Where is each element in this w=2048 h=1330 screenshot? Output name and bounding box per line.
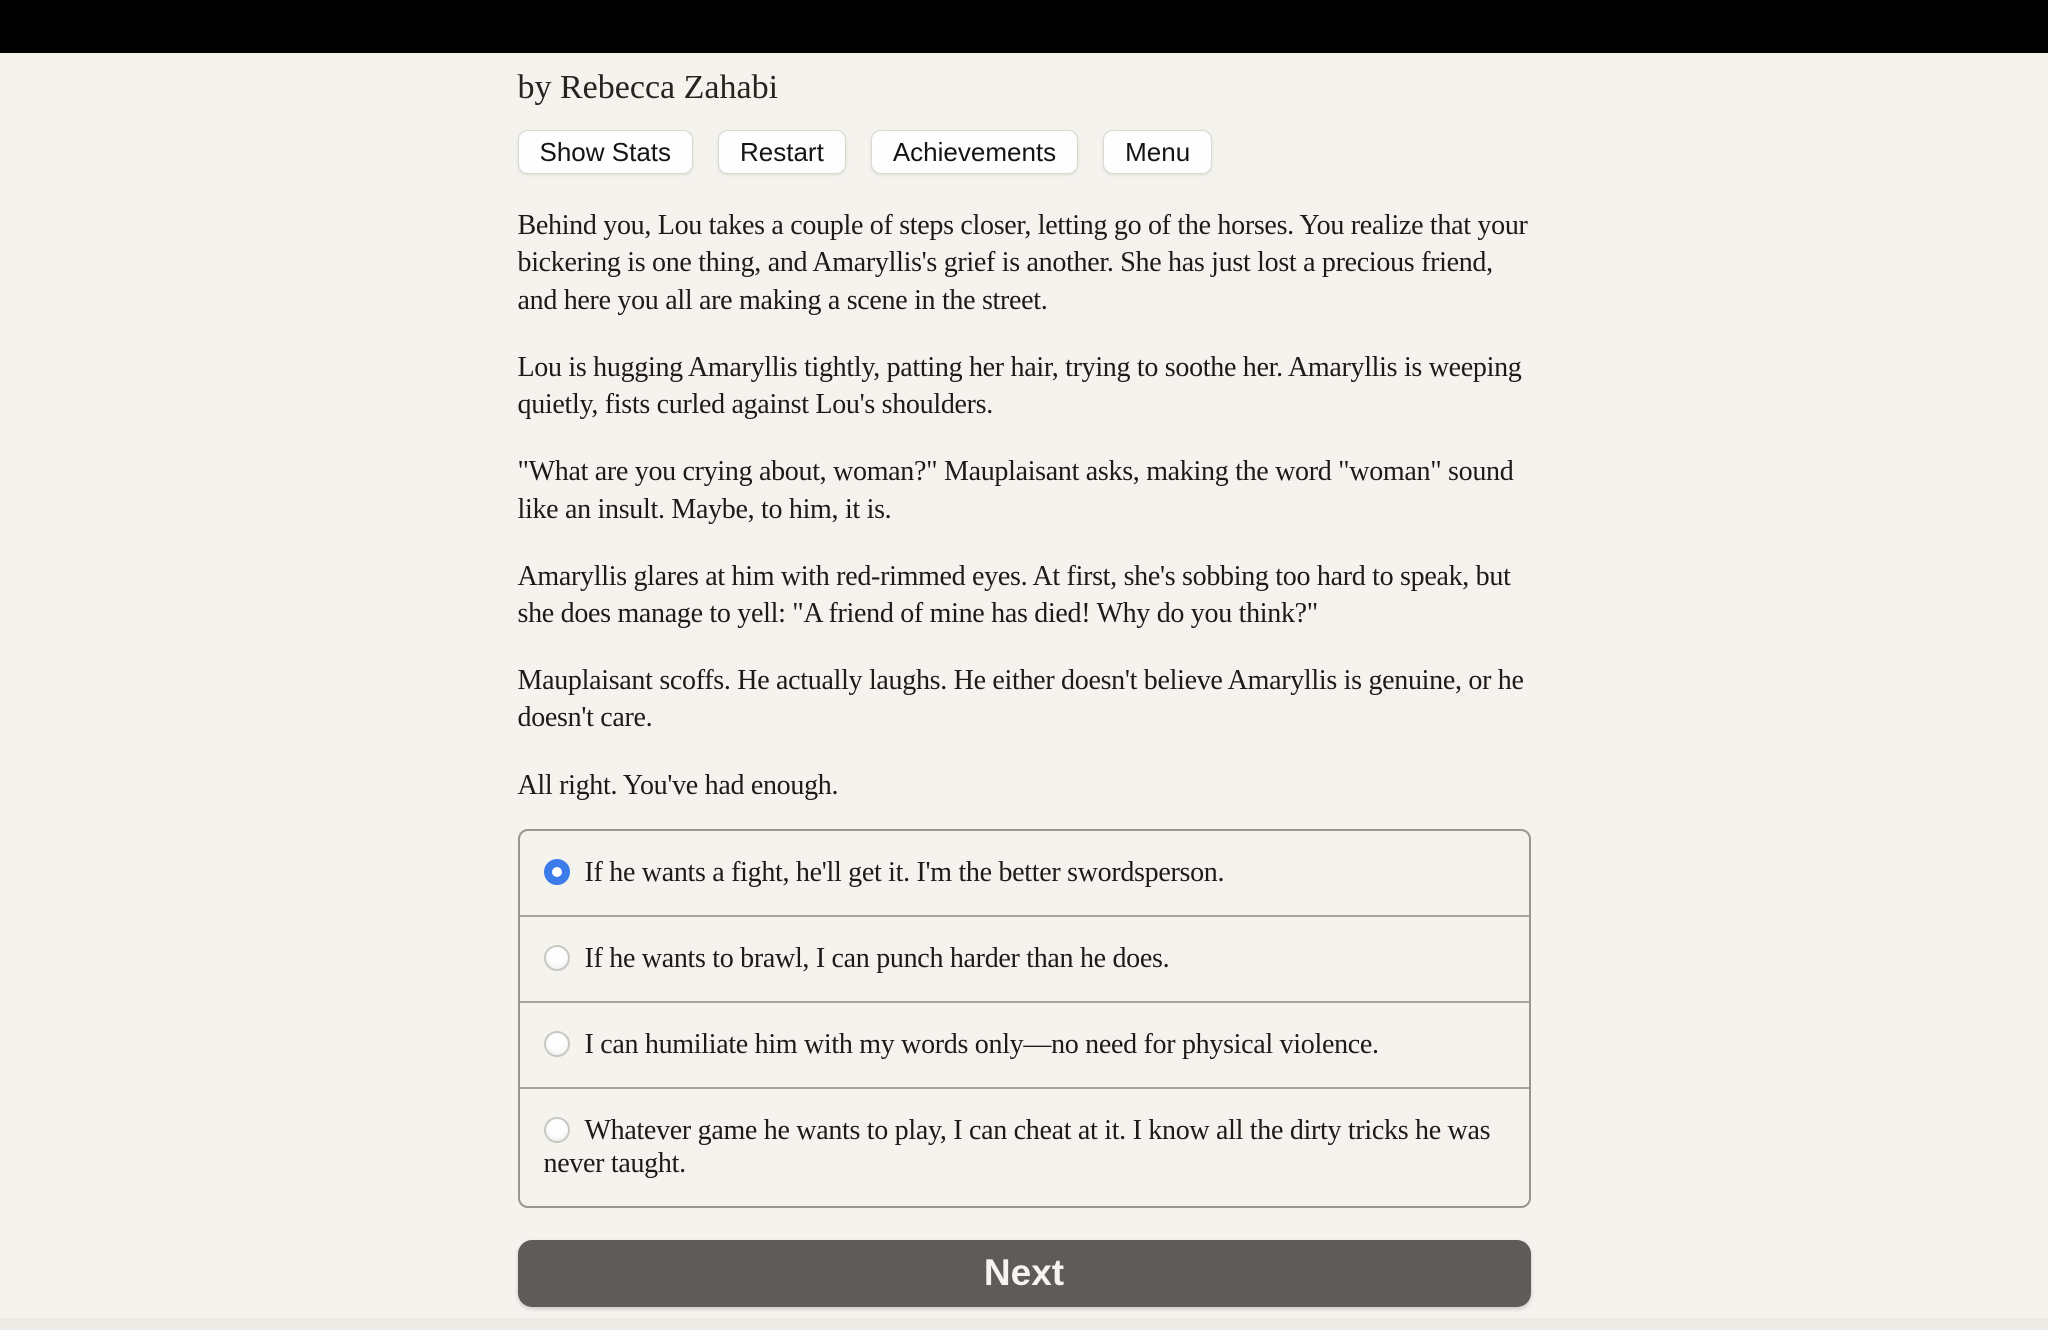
story-paragraph-1: Behind you, Lou takes a couple of steps closer, letting go of the horses. You realize that your bickering is one thing, and Amaryllis's grief is another. She has just lost a precious friend, and here you all are making a scene in the street. [517, 210, 1528, 316]
choice-option-3[interactable] [520, 1003, 1529, 1089]
next-button[interactable]: Next [518, 1240, 1531, 1307]
story-paragraph-6: All right. You've had enough. [517, 769, 839, 801]
radio-icon[interactable] [544, 859, 570, 885]
radio-icon[interactable] [544, 1031, 570, 1057]
choice-option-2[interactable] [520, 917, 1529, 1003]
toolbar [518, 130, 1531, 174]
page-bottom-edge [0, 1318, 2048, 1330]
choice-option-1[interactable] [520, 831, 1529, 917]
choice-group [518, 829, 1531, 1208]
show-stats-button[interactable]: Show Stats [518, 130, 694, 174]
author-byline: by Rebecca Zahabi [517, 69, 779, 106]
menu-button[interactable]: Menu [1103, 130, 1212, 174]
choice-label: I can humiliate him with my words only—no need for physical violence. [584, 1029, 1379, 1061]
radio-icon[interactable] [544, 1117, 570, 1143]
choice-label: If he wants to brawl, I can punch harder than he does. [584, 943, 1170, 975]
story-paragraph-4: Amaryllis glares at him with red-rimmed eyes. At first, she's sobbing too hard to speak, but she does manage to yell: "A friend of mine has died! Why do you think?" [517, 560, 1511, 629]
content-column [518, 53, 1531, 1307]
story-paragraph-2: Lou is hugging Amaryllis tightly, patting her hair, trying to soothe her. Amaryllis is weeping quietly, fists curled against Lou's shoulders. [517, 351, 1522, 421]
story-paragraph-3: "What are you crying about, woman?" Mauplaisant asks, making the word "woman" sound like an insult. Maybe, to him, it is. [517, 456, 1514, 525]
achievements-button[interactable]: Achievements [871, 130, 1078, 174]
choice-label: Whatever game he wants to play, I can cheat at it. I know all the dirty tricks he was never taught. [543, 1115, 1491, 1179]
story-paragraph-5: Mauplaisant scoffs. He actually laughs. He either doesn't believe Amaryllis is genuine, or he doesn't care. [517, 665, 1524, 734]
choice-label: If he wants a fight, he'll get it. I'm the better swordsperson. [584, 856, 1225, 888]
choice-option-4[interactable] [520, 1089, 1529, 1205]
story-text [518, 207, 1531, 804]
top-bar [0, 0, 2048, 53]
radio-icon[interactable] [544, 945, 570, 971]
restart-button[interactable]: Restart [718, 130, 846, 174]
